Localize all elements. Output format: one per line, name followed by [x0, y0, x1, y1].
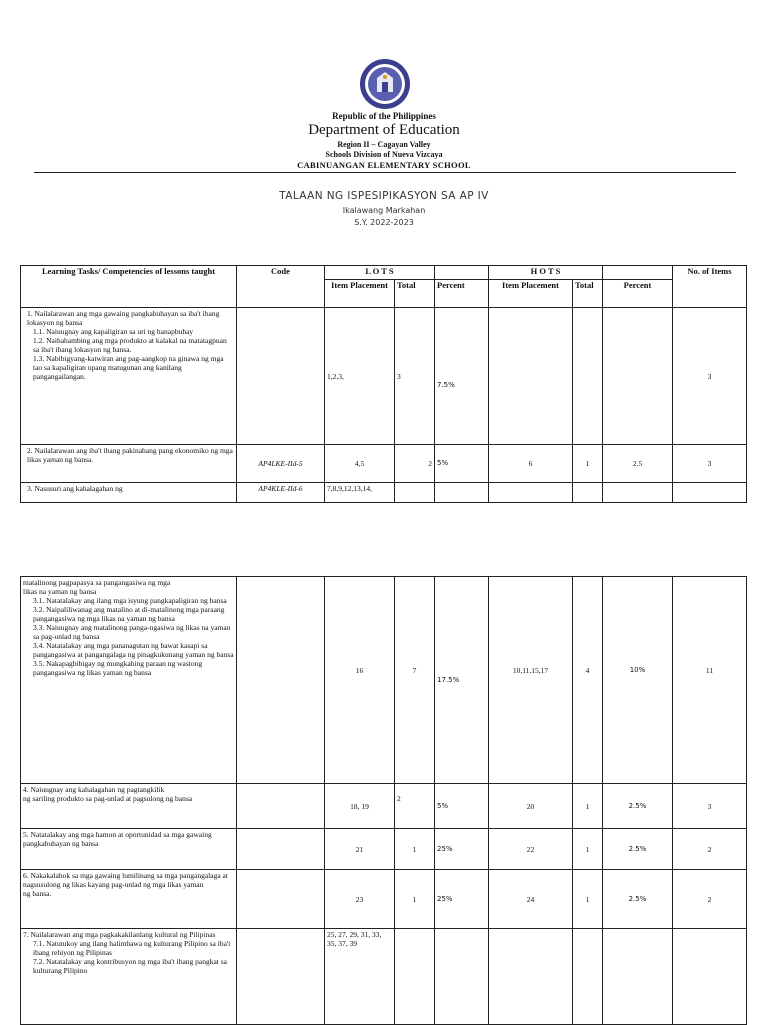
hots-total-cell: 1 [573, 870, 603, 929]
lots-items-cell: 4,5 [325, 445, 395, 483]
header-lots-item-placement: Item Placement [325, 280, 395, 308]
no-items-cell: 2 [673, 829, 747, 870]
no-items-cell: 11 [673, 577, 747, 784]
hots-percent-cell [603, 308, 673, 445]
table-row [21, 577, 747, 784]
competency-cell [21, 870, 237, 929]
competency-line: 2. Nailalarawan ang iba't ibang pakinabang pang ekonomiko ng mga likas yaman ng bansa. [27, 446, 233, 464]
lots-total-cell: 1 [395, 829, 435, 870]
hots-items-cell [489, 929, 573, 1025]
lots-percent-cell: 25% [435, 829, 489, 870]
table-row [21, 929, 747, 1025]
competency-line: ng sariling produkto sa pag-unlad at pagsulong ng bansa [23, 794, 193, 803]
competency-line: 5. Natatalakay ang mga hamon at oportunidad sa mga gawaing pangkabuhayan ng bansa [23, 830, 212, 848]
competency-line: 3.1. Natatalakay ang ilang mga isyung pangkapaligiran ng bansa [33, 596, 227, 605]
hots-total-cell: 4 [573, 577, 603, 784]
header-hots: H O T S [489, 266, 603, 280]
table-row [21, 784, 747, 829]
hots-total-cell: 1 [573, 445, 603, 483]
hots-percent-cell: 10% [603, 577, 673, 784]
hots-total-cell [573, 483, 603, 503]
lots-total-cell: 1 [395, 870, 435, 929]
competency-line: 3.5. Nakapagbibigay ng mungkahing paraan ng wastong pangangasiwa ng likas yaman ng bansa [33, 659, 203, 677]
quarter-label: Ikalawang Markahan [342, 206, 426, 215]
competency-line: matalinong pagpapasya sa pangangasiwa ng mga [23, 578, 171, 587]
competency-cell [21, 784, 237, 829]
hots-percent-cell: 2.5% [603, 829, 673, 870]
lots-items-cell: 16 [325, 577, 395, 784]
lots-items-cell: 7,8,9,12,13,14, [325, 483, 395, 503]
lots-items-cell: 21 [325, 829, 395, 870]
header-learning-tasks: Learning Tasks/ Competencies of lessons taught [21, 266, 237, 308]
no-items-cell: 3 [673, 784, 747, 829]
competency-cell [21, 483, 237, 503]
code-cell: AP4KLE-IId-6 [237, 483, 325, 503]
header-lots-blank [435, 266, 489, 280]
table-row [21, 483, 747, 503]
lots-total-cell: 7 [395, 577, 435, 784]
header-hots-item-placement: Item Placement [489, 280, 573, 308]
tos-table-top [20, 265, 747, 503]
lots-percent-cell: 17.5% [435, 577, 489, 784]
hots-percent-cell: 2.5 [603, 445, 673, 483]
no-items-cell: 3 [673, 445, 747, 483]
lots-percent-cell: 7.5% [435, 308, 489, 445]
no-items-cell [673, 929, 747, 1025]
tos-table-bottom [20, 576, 747, 1025]
region-label: Region II – Cagayan Valley [337, 140, 431, 149]
competency-cell [21, 829, 237, 870]
competency-cell [21, 929, 237, 1025]
competency-line: 7. Nailalarawan ang mga pagkakakilanlang kultural ng Pilipinas [23, 930, 216, 939]
lots-total-cell: 2 [395, 784, 435, 829]
hots-total-cell: 1 [573, 784, 603, 829]
lots-percent-cell: 25% [435, 870, 489, 929]
school-name: CABINUANGAN ELEMENTARY SCHOOL [297, 160, 471, 170]
document-title: TALAAN NG ISPESIPIKASYON SA AP IV [279, 190, 489, 202]
lots-percent-cell [435, 483, 489, 503]
hots-items-cell [489, 308, 573, 445]
division-label: Schools Division of Nueva Vizcaya [325, 150, 443, 159]
hots-percent-cell: 2.5% [603, 784, 673, 829]
hots-items-cell [489, 483, 573, 503]
competency-line: 3. Nasusuri ang kahalagahan ng [27, 484, 123, 493]
header-lots-total: Total [395, 280, 435, 308]
hots-percent-cell [603, 483, 673, 503]
competency-line: 7.1. Natutukoy ang ilang halimbawa ng kulturang Pilipino sa iba't ibang rehiyon ng Pilipinas [33, 939, 231, 957]
code-cell: AP4LKE-IId-5 [237, 445, 325, 483]
hots-items-cell: 22 [489, 829, 573, 870]
competency-line: 1.2. Naihahambing ang mga produkto at kalakal na matatagpuan sa iba't ibang lokasyon ng bansa. [33, 336, 227, 354]
competency-line: ng bansa. [23, 889, 52, 898]
hots-total-cell [573, 308, 603, 445]
lots-percent-cell: 5% [435, 445, 489, 483]
hots-total-cell [573, 929, 603, 1025]
competency-cell [21, 445, 237, 483]
hots-items-cell: 10,11,15,17 [489, 577, 573, 784]
code-cell [237, 929, 325, 1025]
lots-total-cell: 2 [395, 445, 435, 483]
no-items-cell [673, 483, 747, 503]
header-lots-percent: Percent [435, 280, 489, 308]
code-cell [237, 870, 325, 929]
header-divider [34, 172, 736, 173]
code-cell [237, 577, 325, 784]
header-lots: L O T S [325, 266, 435, 280]
republic-label: Republic of the Philippines [332, 111, 436, 121]
header-hots-blank [603, 266, 673, 280]
competency-cell [21, 577, 237, 784]
lots-items-cell: 25, 27, 29, 31, 33, 35, 37, 39 [325, 929, 395, 1025]
competency-line: 3.3. Naiuugnay ang matalinong panga-ngasiwa ng likas na yaman sa pag-unlad ng bansa [33, 623, 231, 641]
header-hots-total: Total [573, 280, 603, 308]
hots-items-cell: 20 [489, 784, 573, 829]
lots-total-cell: 3 [395, 308, 435, 445]
table-row [21, 870, 747, 929]
code-cell [237, 784, 325, 829]
hots-percent-cell [603, 929, 673, 1025]
no-items-cell: 3 [673, 308, 747, 445]
competency-line: likas na yaman ng bansa [23, 587, 97, 596]
table-row [21, 445, 747, 483]
hots-total-cell: 1 [573, 829, 603, 870]
lots-items-cell: 1,2,3, [325, 308, 395, 445]
code-cell [237, 829, 325, 870]
school-year-label: S.Y. 2022-2023 [354, 218, 414, 227]
lots-percent-cell [435, 929, 489, 1025]
competency-line: 4. Naiuugnay ang kahalagahan ng pagtangkilik [23, 785, 165, 794]
lots-percent-cell: 5% [435, 784, 489, 829]
competency-line: 1. Nailalarawan ang mga gawaing pangkabuhayan sa iba't ibang lokasyon ng bansa [27, 309, 220, 327]
competency-cell [21, 308, 237, 445]
hots-percent-cell: 2.5% [603, 870, 673, 929]
competency-line: 1.3. Nabibigyang-katwiran ang pag-aangkop na ginawa ng mga tao sa kapaligiran upang matugunan ang kanilang pangangailangan. [33, 354, 224, 381]
lots-items-cell: 18, 19 [325, 784, 395, 829]
lots-items-cell: 23 [325, 870, 395, 929]
lots-total-cell [395, 483, 435, 503]
table-row [21, 829, 747, 870]
deped-seal-icon [355, 58, 415, 110]
header-code: Code [237, 266, 325, 308]
competency-line: 3.2. Naipaliliwanag ang matalino at di-matalinong mga paraang pangangasiwa ng mga likas na yaman ng bansa [33, 605, 225, 623]
department-name: Department of Education [308, 122, 460, 138]
header-no-items: No. of Items [673, 266, 747, 308]
hots-items-cell: 6 [489, 445, 573, 483]
lots-total-cell [395, 929, 435, 1025]
competency-line: 7.2. Natatalakay ang kontribusyon ng mga iba't ibang pangkat sa kulturang Pilipino [33, 957, 228, 975]
competency-line: 3.4. Natatalakay ang mga pananagutan ng bawat kasapi sa pangangasiwa at pangangalaga ng pinagkukunang yaman ng bansa [33, 641, 234, 659]
table-row [21, 308, 747, 445]
header-hots-percent: Percent [603, 280, 673, 308]
competency-line: 1.1. Naiuugnay ang kapaligiran sa uri ng hanapbuhay [33, 327, 194, 336]
hots-items-cell: 24 [489, 870, 573, 929]
code-cell [237, 308, 325, 445]
no-items-cell: 2 [673, 870, 747, 929]
competency-line: 6. Nakakalahok sa mga gawaing lumilinang sa mga pangangalaga at nagsusulong ng likas kayang pag-unlad ng mga likas yaman [23, 871, 228, 889]
